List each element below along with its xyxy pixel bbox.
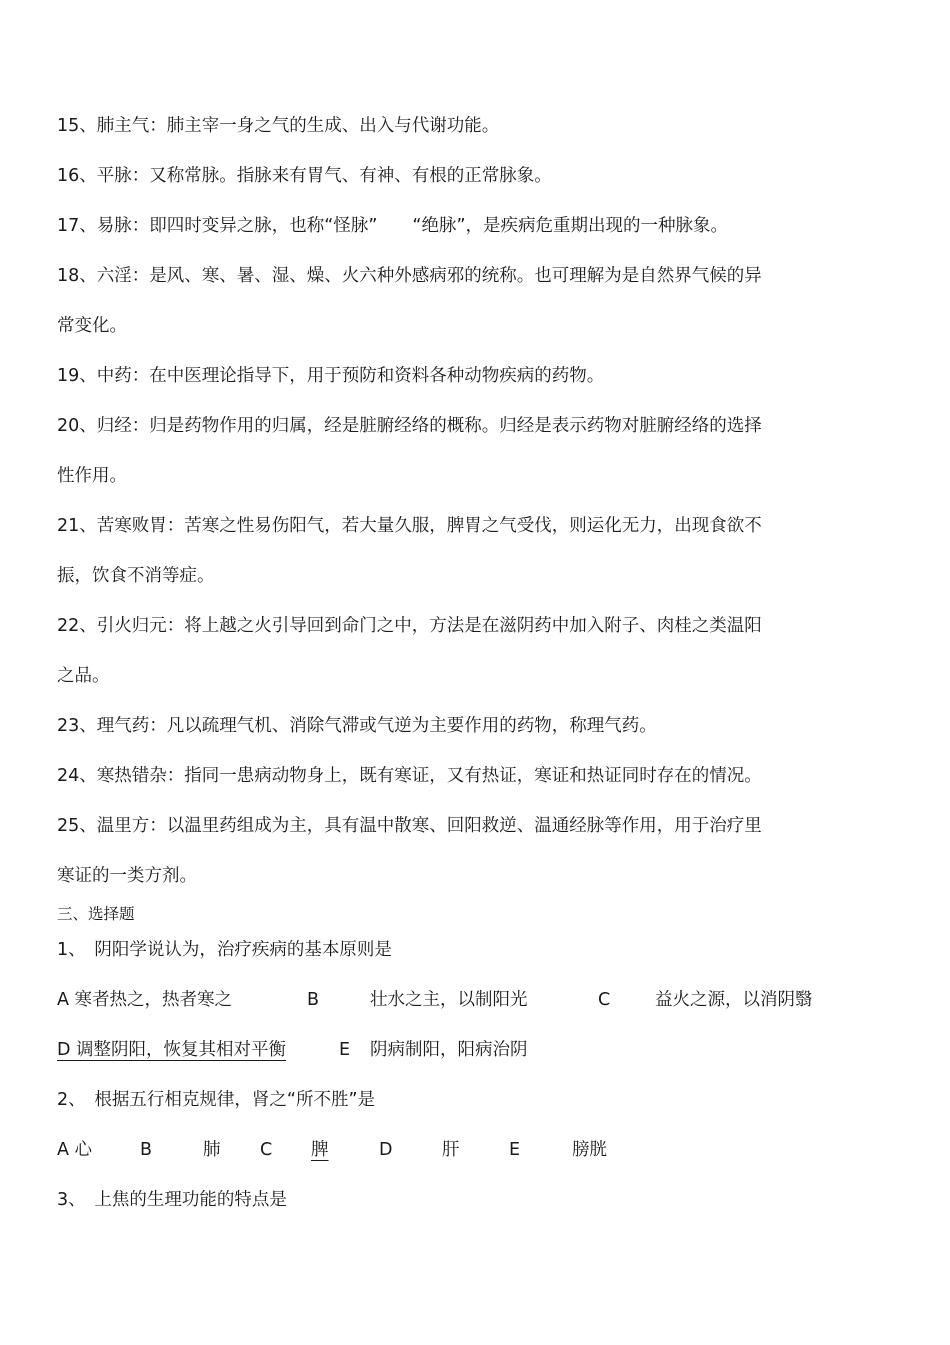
q1-option-d: [57, 1038, 298, 1062]
q2-option-d: 肝: [442, 1140, 460, 1160]
q2-option-c: [287, 1138, 329, 1162]
definition-21-cont: 振，饮食不消等症。: [57, 566, 215, 586]
question-2-stem: 2、 根据五行相克规律，肾之“所不胜”是: [57, 1090, 376, 1110]
q2-option-e-letter: E: [509, 1140, 521, 1160]
q2-option-d-letter: D: [379, 1140, 393, 1160]
definition-21: 21、苦寒败胃：苦寒之性易伤阳气，若大量久服，脾胃之气受伐，则运化无力，出现食欲不: [57, 516, 762, 536]
q1-option-e-letter: E: [339, 1040, 351, 1060]
q2-option-b: 肺: [203, 1140, 221, 1160]
definition-22-cont: 之品。: [57, 666, 110, 686]
q2-option-c-letter: C: [260, 1140, 273, 1160]
definition-18: 18、六淫：是风、寒、暑、湿、燥、火六种外感病邪的统称。也可理解为是自然界气候的异: [57, 266, 762, 286]
q2-option-c-text: 脾: [311, 1140, 329, 1160]
definition-24: 24、寒热错杂：指同一患病动物身上，既有寒证，又有热证，寒证和热证同时存在的情况。: [57, 766, 762, 786]
definition-25-cont: 寒证的一类方剂。: [57, 866, 197, 886]
q2-option-a: A 心: [57, 1140, 93, 1160]
q1-option-b: 壮水之主，以制阳光: [370, 990, 528, 1010]
q1-option-d-answer: [57, 1040, 298, 1060]
definition-20-cont: 性作用。: [57, 466, 127, 486]
q1-option-c-letter: C: [598, 990, 611, 1010]
definition-20: 20、归经：归是药物作用的归属，经是脏腑经络的概称。归经是表示药物对脏腑经络的选择: [57, 416, 762, 436]
definition-17: 17、易脉：即四时变异之脉，也称“怪脉” “绝脉”，是疾病危重期出现的一种脉象。: [57, 216, 729, 236]
q2-option-c-answer: [287, 1140, 329, 1160]
q1-option-e: 阴病制阳，阳病治阴: [370, 1040, 528, 1060]
definition-22: 22、引火归元：将上越之火引导回到命门之中，方法是在滋阴药中加入附子、肉桂之类温阳: [57, 616, 762, 636]
q2-option-e: 膀胱: [572, 1140, 607, 1160]
definition-23: 23、理气药：凡以疏理气机、消除气滞或气逆为主要作用的药物，称理气药。: [57, 716, 657, 736]
q1-option-d-text: D 调整阴阳，恢复其相对平衡: [57, 1040, 287, 1060]
question-3-stem: 3、 上焦的生理功能的特点是: [57, 1190, 287, 1210]
q1-option-c: 益火之源，以消阴翳: [655, 990, 813, 1010]
definition-25: 25、温里方：以温里药组成为主，具有温中散寒、回阳救逆、温通经脉等作用，用于治疗里: [57, 816, 762, 836]
definition-15: 15、肺主气：肺主宰一身之气的生成、出入与代谢功能。: [57, 116, 500, 136]
definition-18-cont: 常变化。: [57, 316, 127, 336]
definition-19: 19、中药：在中医理论指导下，用于预防和资料各种动物疾病的药物。: [57, 366, 605, 386]
q1-option-b-letter: B: [307, 990, 320, 1010]
q1-option-a: A 寒者热之，热者寒之: [57, 990, 233, 1010]
section-title: 三、选择题: [57, 905, 135, 923]
q2-option-b-letter: B: [140, 1140, 153, 1160]
question-1-stem: 1、 阴阳学说认为，治疗疾病的基本原则是: [57, 940, 392, 960]
definition-16: 16、平脉：又称常脉。指脉来有胃气、有神、有根的正常脉象。: [57, 166, 552, 186]
